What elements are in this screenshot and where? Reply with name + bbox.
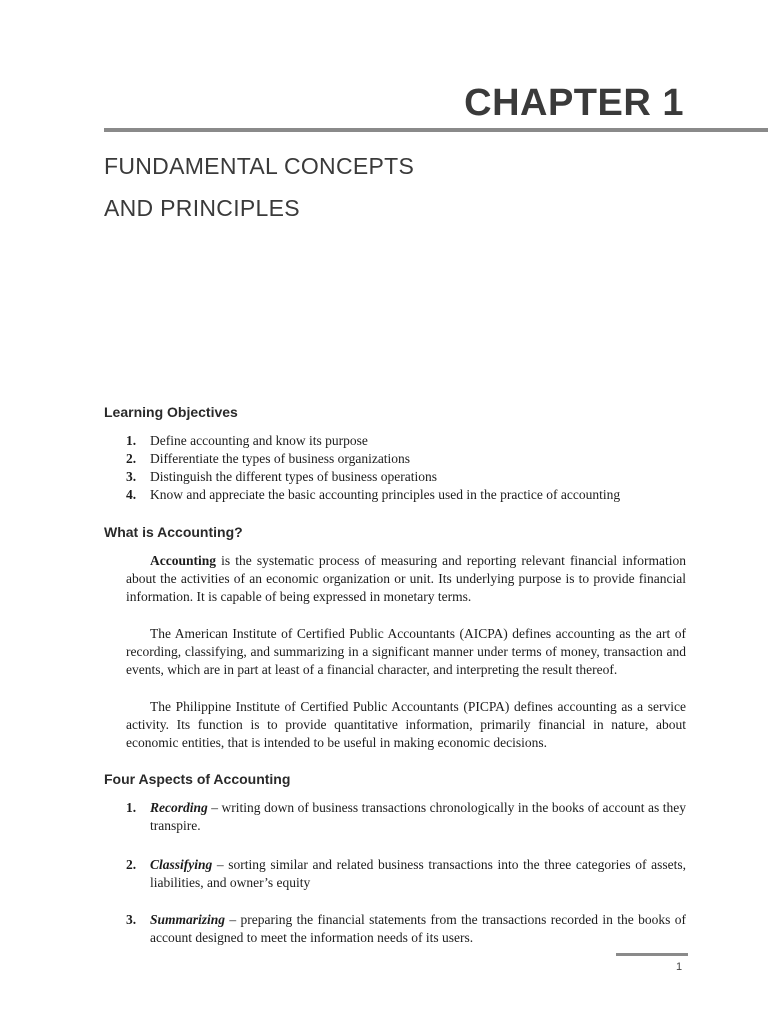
aspect-body <box>150 911 686 947</box>
aspect-item-summarizing <box>126 911 686 947</box>
picpa-definition-text: The Philippine Institute of Certified Public Accountants (PICPA) defines accounting as a service activity. Its function is to provide quantitative information, primarily financial in nature, about economic entities, that is intended to be useful in making economic decisions. <box>126 699 686 750</box>
aspect-item-recording <box>126 799 686 835</box>
objective-item <box>126 468 686 486</box>
aicpa-definition-paragraph <box>126 625 686 679</box>
objective-text: Know and appreciate the basic accounting principles used in the practice of accounting <box>150 487 621 502</box>
chapter-title-line-2: AND PRINCIPLES <box>104 195 300 221</box>
objective-number: 3. <box>126 469 137 484</box>
aspect-item-classifying <box>126 856 686 892</box>
header-rule <box>104 128 768 132</box>
aspect-description: – writing down of business transactions chronologically in the books of account as they transpire. <box>150 800 686 833</box>
accounting-definition-paragraph <box>126 552 686 606</box>
objective-text: Differentiate the types of business organizations <box>150 451 411 466</box>
aspect-description: – preparing the financial statements from the transactions recorded in the books of account designed to meet the information needs of its users. <box>150 912 686 945</box>
aspect-term: Classifying <box>150 857 213 872</box>
learning-objectives-heading: Learning Objectives <box>104 404 238 420</box>
objective-item <box>126 486 686 504</box>
objective-item <box>126 450 686 468</box>
chapter-title <box>104 145 624 229</box>
aspect-description: – sorting similar and related business transactions into the three categories of assets, liabilities, and owner’s equity <box>150 857 686 890</box>
aicpa-definition-text: The American Institute of Certified Public Accountants (AICPA) defines accounting as the art of recording, classifying, and summarizing in a significant manner under terms of money, transaction and events, which are in part at least of a financial character, and interpreting the result thereof. <box>126 626 686 677</box>
objective-number: 4. <box>126 487 137 502</box>
learning-objectives-list <box>126 432 686 504</box>
chapter-label: CHAPTER 1 <box>464 82 684 124</box>
aspect-number: 3. <box>126 912 137 927</box>
footer-rule <box>616 953 688 956</box>
aspect-number: 1. <box>126 800 137 815</box>
accounting-definition-text: is the systematic process of measuring and reporting relevant financial information about the activities of an economic organization or unit. Its underlying purpose is to provide financial information. It is capable of being expressed in monetary terms. <box>126 553 686 604</box>
objective-number: 2. <box>126 451 137 466</box>
objective-number: 1. <box>126 433 137 448</box>
aspect-body <box>150 856 686 892</box>
objective-item <box>126 432 686 450</box>
objective-text: Distinguish the different types of business operations <box>150 469 437 484</box>
aspect-term: Recording <box>150 800 208 815</box>
aspect-body <box>150 799 686 835</box>
objective-text: Define accounting and know its purpose <box>150 433 368 448</box>
page-number: 1 <box>676 961 683 973</box>
picpa-definition-paragraph <box>126 698 686 752</box>
aspect-term: Summarizing <box>150 912 226 927</box>
what-is-accounting-heading: What is Accounting? <box>104 524 243 540</box>
accounting-term: Accounting <box>150 553 217 568</box>
aspect-number: 2. <box>126 857 137 872</box>
chapter-title-line-1: FUNDAMENTAL CONCEPTS <box>104 153 415 179</box>
four-aspects-heading: Four Aspects of Accounting <box>104 771 291 787</box>
